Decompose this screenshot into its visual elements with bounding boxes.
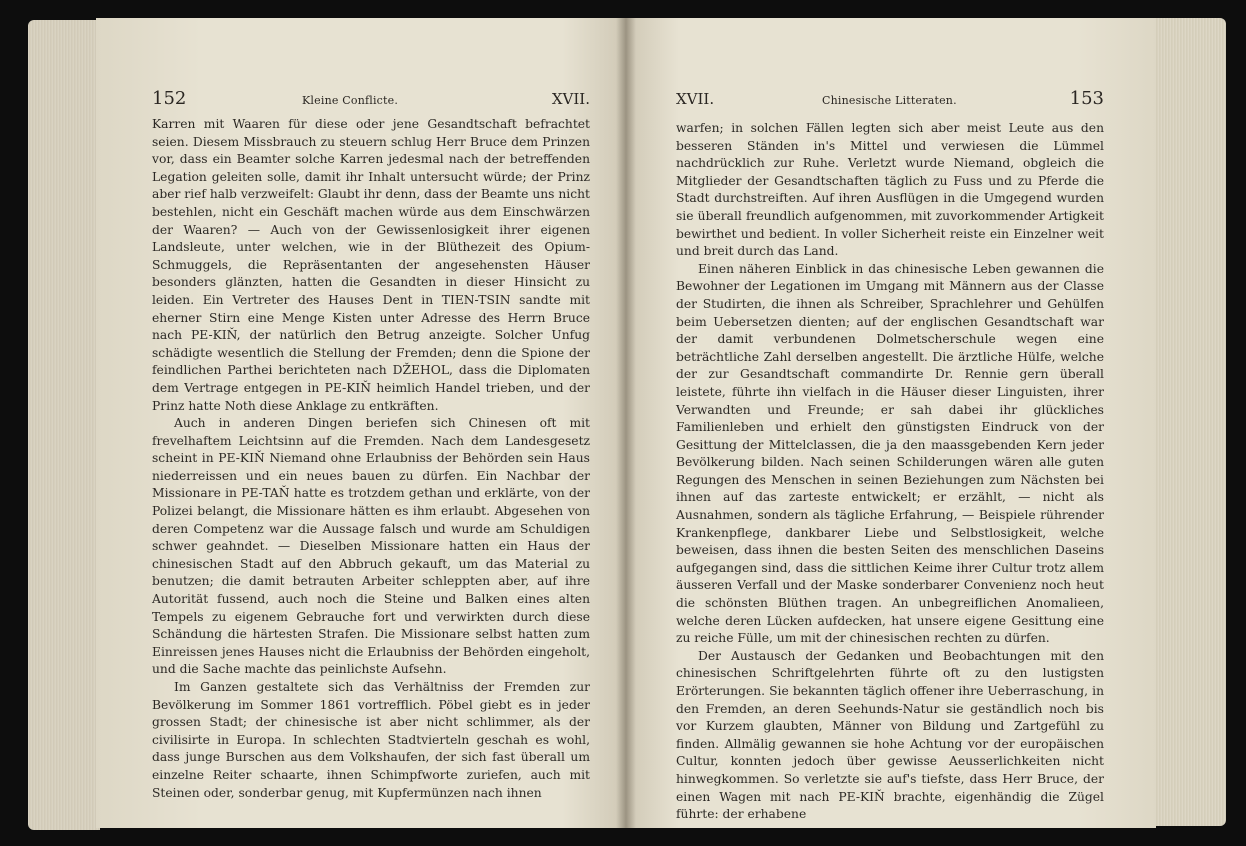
left-page-body	[152, 116, 590, 802]
paragraph: Im Ganzen gestaltete sich das Verhältniss der Fremden zur Bevölkerung im Sommer 1861 vortrefflich. Pöbel giebt es in jeder grossen Stadt; der chinesische ist aber nicht schlimmer, als der civilisirte in Europa. In schlechten Stadtvierteln geschah es wohl, dass junge Burschen aus dem Volkshaufen, der sich fast überall um einzelne Reiter schaarte, ihnen Schimpfworte zuriefen, auch mit Steinen oder, sonderbar genug, mit Kupfermünzen nach ihnen	[152, 680, 590, 800]
left-chapter-number: XVII.	[551, 90, 590, 108]
right-chapter-number: XVII.	[676, 90, 715, 108]
right-running-title: Chinesische Litteraten.	[822, 94, 957, 107]
left-page-edges	[28, 20, 100, 830]
book-gutter	[616, 18, 636, 828]
paragraph: warfen; in solchen Fällen legten sich aber meist Leute aus den besseren Ständen in's Mittel und verwiesen die Lümmel nachdrücklich zur Ruhe. Verletzt wurde Niemand, obgleich die Mitglieder der Gesandtschaften täglich zu Fuss und zu Pferde die Stadt durchstreiften. Auf ihren Ausflügen in die Umgegend wurden sie überall freundlich aufgenommen, mit zuvorkommender Artigkeit bewirthet und bedient. In voller Sicherheit reiste ein Einzelner weit und breit durch das Land.	[676, 121, 1104, 259]
paragraph: Der Austausch der Gedanken und Beobachtungen mit den chinesischen Schriftgelehrten führte oft zu den lustigsten Erörterungen. Sie bekannten täglich offener ihre Ueberraschung, in den Fremden, an deren Seehunds-Natur sie geständlich noch bis vor Kurzem glaubten, Männer von Bildung und Zartgefühl zu finden. Allmälig gewannen sie hohe Achtung vor der europäischen Cultur, konnten jedoch über gewisse Aeusserlichkeiten nicht hinwegkommen. So verletzte sie auf's tiefste, dass Herr Bruce, der einen Wagen mit nach PE-KIŇ brachte, eigenhändig die Zügel führte: der erhabene	[676, 648, 1104, 822]
right-page-number: 153	[1069, 88, 1104, 109]
right-page-header	[676, 88, 1104, 114]
paragraph: Karren mit Waaren für diese oder jene Gesandtschaft befrachtet seien. Diesem Missbrauch zu steuern schlug Herr Bruce dem Prinzen vor, dass ein Beamter solche Karren jedesmal nach der betreffenden Legation geleiten solle, damit ihr Inhalt untersucht würde; der Prinz aber rief halb verzweifelt: Glaubt ihr denn, dass der Beamte uns nicht bestehlen, nicht ein Geschäft machen würde aus dem Einschwärzen der Waaren? — Auch von der Gewissenlosigkeit ihrer eigenen Landsleute, unter welchen, wie in der Blüthezeit des Opium-Schmuggels, die Repräsentanten der angesehensten Häuser besonders glänzten, hatten die Gesandten in dieser Hinsicht zu leiden. Ein Vertreter des Hauses Dent in TIEN-TSIN sandte mit eherner Stirn eine Menge Kisten unter Adresse des Herrn Bruce nach PE-KIŇ, der natürlich den Betrug anzeigte. Solcher Unfug schädigte wesentlich die Stellung der Fremden; denn die Spione der feindlichen Parthei berichteten nach DŽEHOL, dass die Diplomaten dem Vertrage entgegen in PE-KIŇ heimlich Handel trieben, und der Prinz hatte Noth diese Anklage zu entkräften.	[152, 117, 590, 413]
left-page-number: 152	[152, 88, 187, 109]
paragraph: Auch in anderen Dingen beriefen sich Chinesen oft mit frevelhaftem Leichtsinn auf die Fremden. Nach dem Landesgesetz scheint in PE-KIŇ Niemand ohne Erlaubniss der Behörden sein Haus niederreissen und ein neues bauen zu dürfen. Ein Nachbar der Missionare in PE-TAŇ hatte es trotzdem gethan und erklärte, von der Polizei belangt, die Missionare hätten es ihm erlaubt. Abgesehen von deren Competenz war die Aussage falsch und wurde am Schuldigen schwer geahndet. — Dieselben Missionare hatten ein Haus der chinesischen Stadt auf den Abbruch gekauft, um das Material zu benutzen; die damit betrauten Arbeiter schleppten aber, auf ihre Autorität fussend, auch noch die Steine und Balken eines alten Tempels zu eigenem Gebrauche fort und verwirkten durch diese Schändung die härtesten Strafen. Die Missionare selbst hatten zum Einreissen jenes Hauses nicht die Erlaubniss der Behörden eingeholt, und die Sache machte das peinlichste Aufsehn.	[152, 416, 590, 677]
right-page-body	[676, 120, 1104, 824]
left-running-title: Kleine Conflicte.	[302, 94, 399, 107]
left-page-header	[152, 88, 590, 114]
paragraph: Einen näheren Einblick in das chinesische Leben gewannen die Bewohner der Legationen im Umgang mit Männern aus der Classe der Studirten, die ihnen als Schreiber, Sprachlehrer und Gehülfen beim Uebersetzen dienten; auf der englischen Gesandtschaft war der damit verbundenen Dolmetscherschule wegen eine beträchtliche Zahl derselben angestellt. Die ärztliche Hülfe, welche der zur Gesandtschaft commandirte Dr. Rennie gern überall leistete, führte ihn vielfach in die Häuser dieser Linguisten, ihrer Verwandten und Freunde; er sah dabei ihr glückliches Familienleben und erhielt den günstigsten Eindruck von der Gesittung der Mittelclassen, die ja den maassgebenden Kern jeder Bevölkerung bilden. Nach seinen Schilderungen wären alle guten Regungen des Menschen in seinen Beziehungen zum Nächsten bei ihnen auf das zarteste entwickelt; er erzählt, — nicht als Ausnahmen, sondern als tägliche Erfahrung, — Beispiele rührender Krankenpflege, dankbarer Liebe und Selbstlosigkeit, welche beweisen, dass ihnen die besten Seiten des menschlichen Daseins aufgegangen sind, dass die sittlichen Keime ihrer Cultur trotz allem äusseren Verfall und der Maske sonderbarer Convenienz noch heut die schönsten Blüthen tragen. An unbegreiflichen Anomalieen, welche deren Lücken aufdecken, hat unsere eigene Gesittung eine zu reiche Fülle, um mit der chinesischen rechten zu dürfen.	[676, 261, 1104, 646]
right-page-edges	[1152, 18, 1226, 826]
